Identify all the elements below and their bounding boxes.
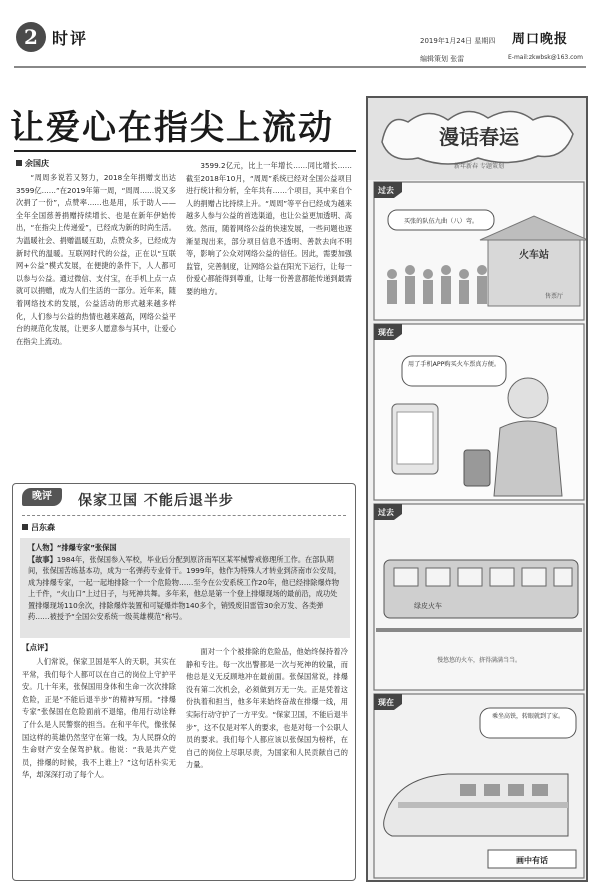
- comic-strip: [366, 96, 588, 882]
- panel-1-tag: 过去: [378, 186, 394, 195]
- commentary-column-2: 面对一个个被排除的危险品，他始终保持着冷静和专注。每一次出警都是一次与死神的较量，而他总是义无反顾地冲在最前面。张保国常说，排爆没有第二次机会，必须做到万无一失。正是凭着这份执着和担当，他多年来始终奋战在排爆一线，用实际行动守护了一方平安。“保家卫国，不能后退半步”，这不仅是对军人的要求，也是对每一个公职人员的要求。我们每个人都应该以张保国为榜样，在自己的岗位上尽职尽责，为国家和人民贡献自己的力量。: [186, 647, 348, 770]
- panel-2-bubble-wrap: [406, 360, 502, 384]
- commentary-comment-label: 【点评】: [22, 643, 52, 652]
- comic-subtitle: 新年新春 专题策划: [454, 163, 504, 170]
- profile-label: 【故事】: [28, 554, 57, 564]
- comic-illustration: [368, 98, 588, 882]
- article-column-1: “周周多说若又努力，2018全年捐赠支出达3599亿……”在2019年第一周，“周周……说又多次捐了一份”，点赞率……也是用，乐于助人——全年全国慈善捐赠持续增长、也是在新年伊始传出，“在指尖上传递爱”，已经成为新的时尚生活。为温暖社会、捐赠温暖互助，点赞众多，已经成为新时代的温暖。互联网时代的公益，正在以“互联网+公益”模式发展，在便捷的条件下，人人都可以参与公益。通过微信、支付宝，在手机上点一点就可以捐赠，成为人们生活的一部分。近年来，随着网络技术的发展，公益活动的形式越来越多样化，人们参与公益的热情也越来越高，网络公益平台的规范化发展，让更多人愿意参与其中，让爱心在指尖上流动。: [16, 173, 176, 346]
- article-byline: 余国庆: [16, 158, 49, 169]
- panel-2-tag: 现在: [378, 328, 394, 337]
- profile-text-line: [28, 554, 342, 623]
- station-building: [488, 238, 580, 306]
- page-header: [0, 0, 600, 70]
- panel-3-tag: 过去: [378, 508, 394, 517]
- issue-date: 2019年1月24日 星期四: [420, 37, 496, 45]
- contact-email: E-mail:zkwbsk@163.com: [508, 54, 583, 61]
- rail-track: [376, 628, 582, 632]
- panel-3-caption: 慢悠悠的火车，挤得满满当当。: [436, 657, 522, 664]
- commentary-badge: 晚评: [22, 488, 62, 506]
- comic-title: 漫话春运: [439, 125, 519, 149]
- commentary-column-1: 人们常说，保家卫国是军人的天职，其实在平常，我们每个人都可以在自己的岗位上守护平安。几十年来，张保国用身体和生命一次次排除危险，正是“不能后退半步”的精神写照。“排爆专家”张保国在危险面前不退缩，他用行动诠释了什么是人民警察的担当。在和平年代，像张保国这样的英雄仍然坚守在第一线，为人民群众的生命财产安全保驾护航。他说：“我是共产党员，排爆的时候，我不上谁上？”这句话朴实无华，却深深打动了每个人。: [22, 657, 176, 780]
- panel-4-bubble-text: 乘坐高铁，转眼就到了家。: [491, 713, 564, 720]
- panel-4-tag: 现在: [378, 698, 394, 707]
- traveler-head: [508, 378, 548, 418]
- article-headline: 让爱心在指尖上流动: [10, 108, 334, 148]
- station-sign: 火车站: [519, 250, 549, 261]
- commentary-rule: [22, 515, 346, 516]
- ticket-hall-sign: 售票厅: [544, 293, 564, 300]
- panel-2-bubble-text: 用了手机APP购买火车票真方便。: [407, 361, 501, 368]
- train-stripe: [398, 802, 568, 808]
- traveler-body: [494, 421, 562, 496]
- comic-credit: 画中有话: [516, 856, 548, 865]
- headline-rule: [14, 150, 356, 152]
- profile-title: 【人物】“排爆专家”张保国: [28, 543, 117, 552]
- header-rule: [14, 66, 586, 68]
- commentary-headline: 保家卫国 不能后退半步: [78, 493, 234, 509]
- panel-1-bubble-text: 买张的队伍九曲（八）弯。: [403, 218, 479, 225]
- section-title: 时评: [52, 29, 89, 48]
- panel-4-bubble-wrap: [484, 712, 572, 736]
- green-train-label: 绿皮火车: [414, 602, 442, 610]
- page-number-badge: 2: [16, 22, 46, 52]
- paper-name: 周口晚报: [512, 32, 569, 47]
- article-column-2: 3599.2亿元，比上一年增长……同比增长……截至2018年10月，“周周”系统已经对全国公益项目进行统计和分析，全年共有……个项目，其中来自个人的捐赠占比持续上升。“周周”等平台已经成为越来越多人参与公益的首选渠道，也让公益更加透明、高效。然而，随着网络公益的快速发展，一些问题也逐渐显现出来，部分项目信息不透明、善款去向不明等，影响了公众对网络公益的信任。因此，需要加强监管，完善制度，让网络公益在阳光下运行，让每一份爱心都能得到尊重，让每一份善意都能传递到最需要的地方。: [186, 161, 352, 296]
- profile-text: 1984年，张保国参入军校，毕业后分配到原济南军区某军械警戒修理所工作。在部队期间，张保国苦练基本功，成为一名弹药专业骨干。1999年，他作为特殊人才转业到济南市公安局，成为排爆专家，一起一起地排除一个一个危险物……至今在公安系统工作20年，他已经排除爆炸物上千件，“火山口”上过日子，与死神共舞。多年来，他总是第一个登上排爆现场的最前沿，成功处置排爆现场110余次，排除爆炸装置和可疑爆炸物140多个，销毁废旧雷管30余万发、各类弹药……被授予“全国公安系统一级英雄模范”称号。: [28, 554, 341, 621]
- suitcase: [464, 450, 490, 486]
- editor-credit: 编辑策划 张雷: [420, 55, 465, 63]
- phone-screen: [397, 412, 433, 464]
- profile-box: [20, 538, 350, 638]
- commentary-byline: 吕东森: [22, 522, 55, 533]
